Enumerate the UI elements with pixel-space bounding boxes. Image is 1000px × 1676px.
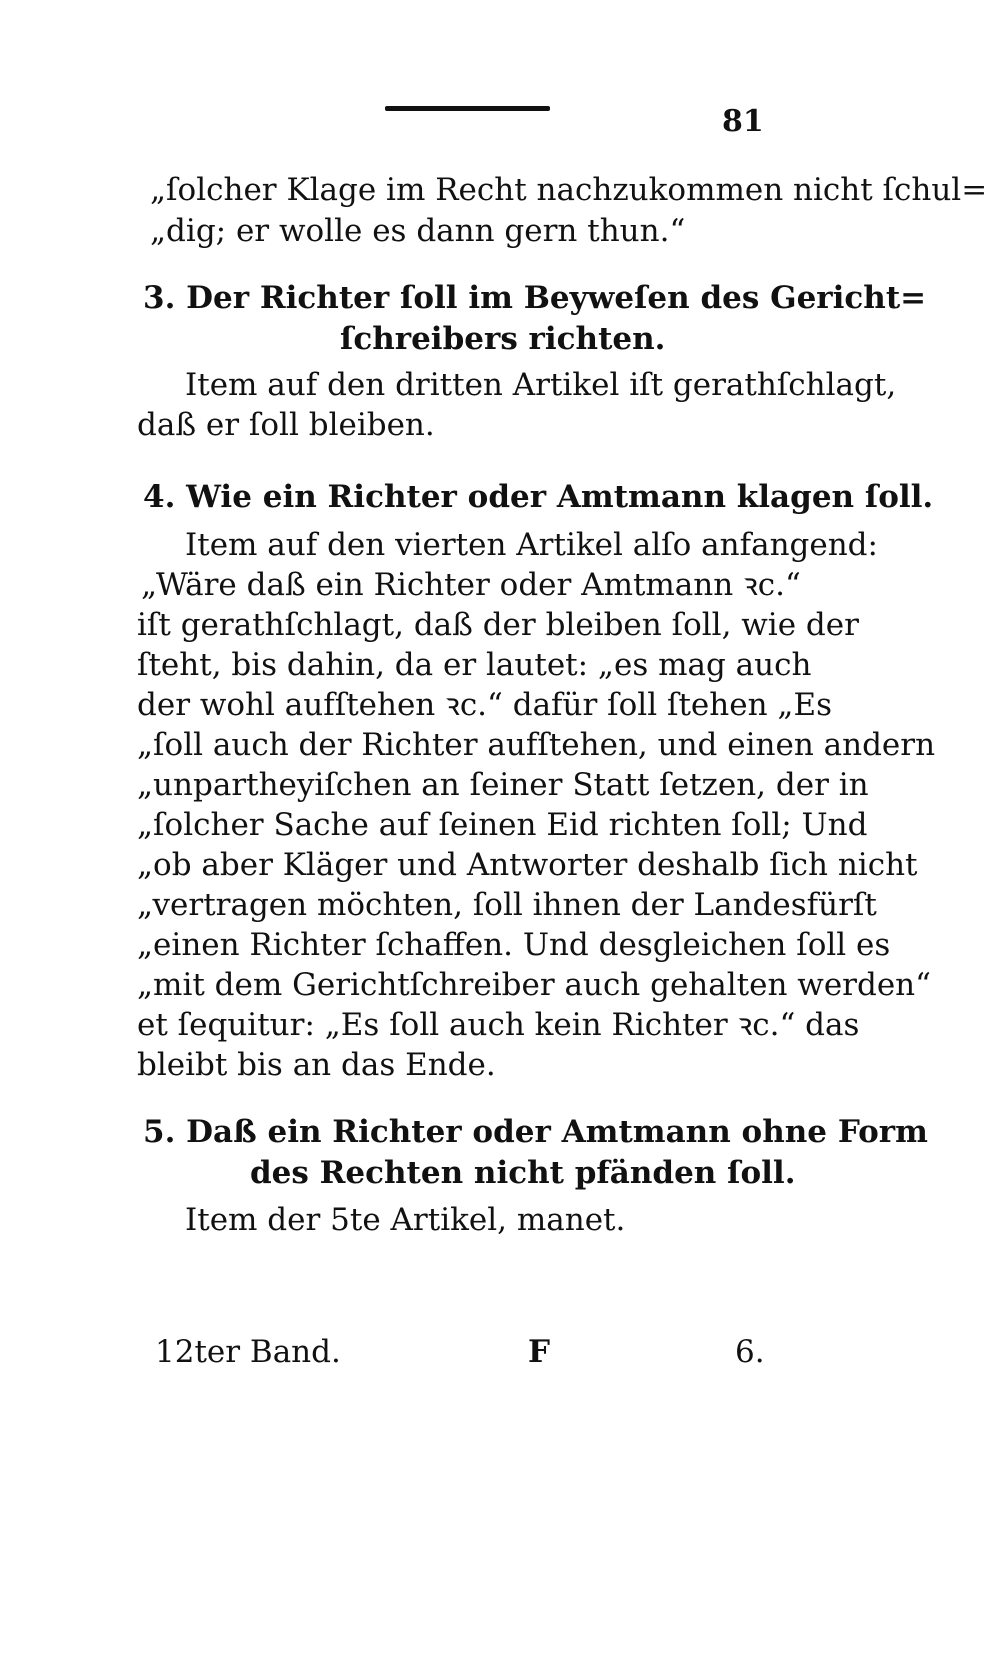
section-heading: 3. Der Richter ſoll im Beyweſen des Gericht=	[143, 280, 927, 316]
section-heading: ſchreibers richten.	[340, 321, 666, 357]
section-heading: 4. Wie ein Richter oder Amtmann klagen ſoll.	[143, 479, 934, 515]
text-line: „dig; er wolle es dann gern thun.“	[150, 213, 686, 249]
text-line: „ſoll auch der Richter aufſtehen, und einen andern	[137, 727, 936, 763]
text-line: „ſolcher Sache auf ſeinen Eid richten ſoll; Und	[137, 807, 868, 843]
text-line: der wohl aufſtehen ꝛc.“ dafür ſoll ſtehen „Es	[137, 687, 832, 723]
text-line: „mit dem Gerichtſchreiber auch gehalten werden“	[137, 967, 931, 1003]
text-line: daß er ſoll bleiben.	[137, 407, 435, 443]
text-line: „vertragen möchten, ſoll ihnen der Landesfürſt	[137, 887, 877, 923]
section-heading: 5. Daß ein Richter oder Amtmann ohne Form	[143, 1114, 928, 1150]
text-line: Item auf den dritten Artikel iſt gerathſchlagt,	[185, 367, 897, 403]
text-line: Item der 5te Artikel, manet.	[185, 1202, 626, 1238]
volume-label: 12ter Band.	[155, 1334, 341, 1370]
text-line: Item auf den vierten Artikel alſo anfangend:	[185, 527, 878, 563]
section-heading: des Rechten nicht pfänden ſoll.	[250, 1155, 796, 1191]
text-line: bleibt bis an das Ende.	[137, 1047, 496, 1083]
text-line: ſteht, bis dahin, da er lautet: „es mag auch	[137, 647, 812, 683]
header-rule	[385, 106, 550, 111]
text-line: „ob aber Kläger und Antworter deshalb ſich nicht	[137, 847, 918, 883]
text-line: „unpartheyiſchen an ſeiner Statt ſetzen, der in	[137, 767, 869, 803]
text-line: „ſolcher Klage im Recht nachzukommen nicht ſchul=	[150, 172, 988, 208]
page-number: 81	[722, 104, 764, 139]
signature-mark: F	[528, 1334, 551, 1370]
text-line: et ſequitur: „Es ſoll auch kein Richter ꝛc.“ das	[137, 1007, 860, 1043]
text-line: „Wäre daß ein Richter oder Amtmann ꝛc.“	[141, 567, 801, 603]
catchword: 6.	[735, 1334, 765, 1370]
text-line: „einen Richter ſchaffen. Und desgleichen ſoll es	[137, 927, 891, 963]
text-line: iſt gerathſchlagt, daß der bleiben ſoll, wie der	[137, 607, 859, 643]
